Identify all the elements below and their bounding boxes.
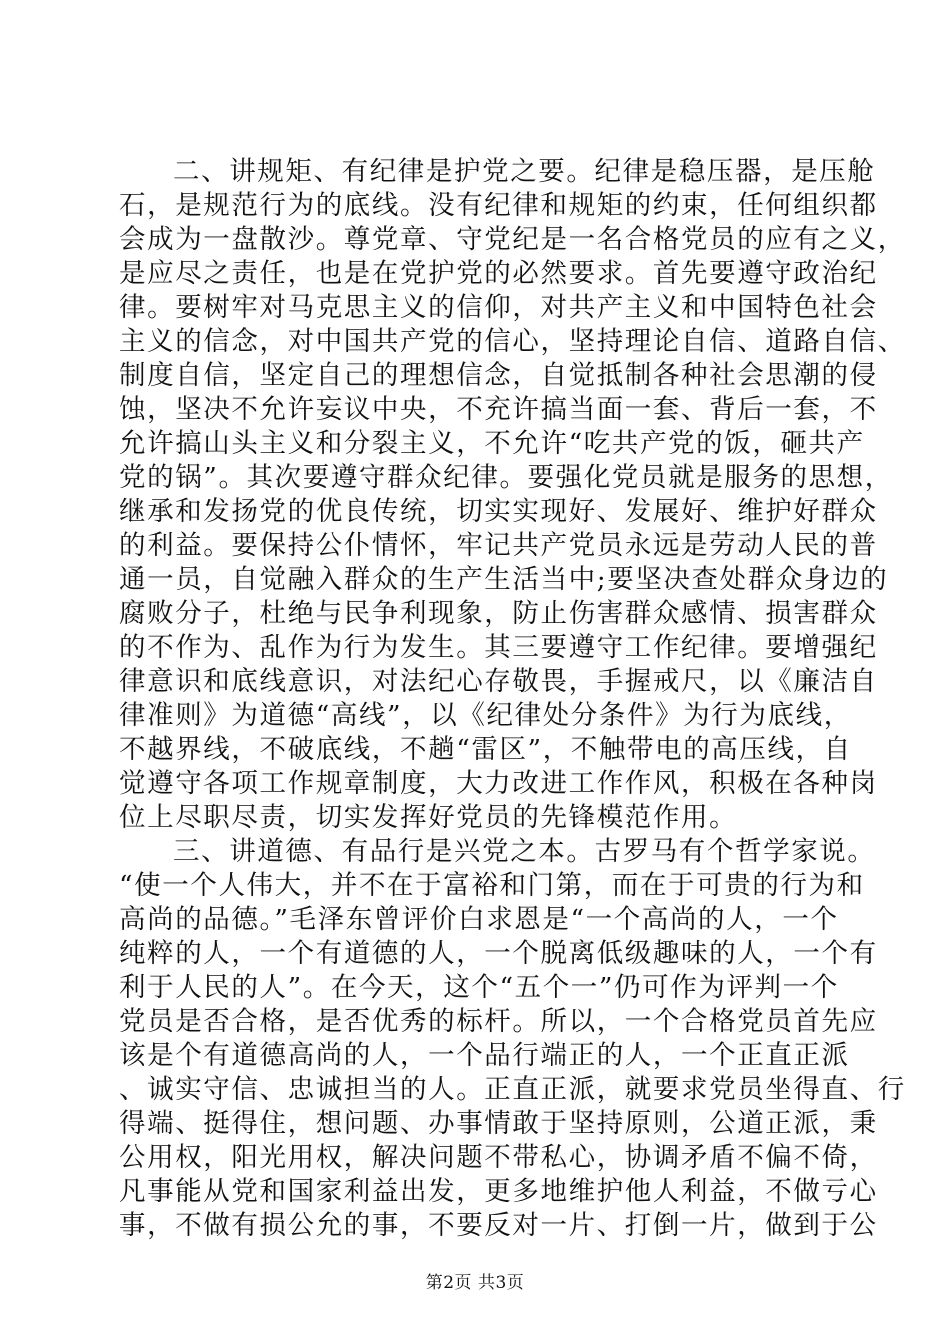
paragraph-3-line: 纯粹的人，一个有道德的人，一个脱离低级趣味的人，一个有 [119,938,878,969]
paragraph-2-line: 是应尽之责任，也是在党护党的必然要求。首先要遵守政治纪 [119,258,878,289]
paragraph-2-line: 律意识和底线意识，对法纪心存敬畏，手握戒尺，以《廉洁自 [119,666,878,697]
paragraph-2-line: 不越界线，不破底线，不趟“雷区”，不触带电的高压线，自 [119,734,852,765]
paragraph-2-line: 的利益。要保持公仆情怀，牢记共产党员永远是劳动人民的普 [119,530,878,561]
paragraph-2-line: 石，是规范行为的底线。没有纪律和规矩的约束，任何组织都 [119,190,878,221]
paragraph-3-line: 利于人民的人”。在今天，这个“五个一”仍可作为评判一个 [119,972,839,1003]
paragraph-2-line: 蚀，坚决不允许妄议中央，不充许搞当面一套、背后一套，不 [119,394,878,425]
paragraph-2-line: 会成为一盘散沙。尊党章、守党纪是一名合格党员的应有之义， [119,224,906,255]
paragraph-3-line: 事，不做有损公允的事，不要反对一片、打倒一片，做到于公 [119,1210,878,1241]
paragraph-3-line: “使一个人伟大，并不在于富裕和门第，而在于可贵的行为和 [119,870,865,901]
paragraph-3-line: 党员是否合格，是否优秀的标杆。所以，一个合格党员首先应 [119,1006,878,1037]
paragraph-2-line: 继承和发扬党的优良传统，切实实现好、发展好、维护好群众 [119,496,878,527]
paragraph-2-line: 觉遵守各项工作规章制度，大力改进工作作风，积极在各种岗 [119,768,878,799]
paragraph-3-line: 高尚的品德。”毛泽东曾评价白求恩是“一个高尚的人，一个 [119,904,839,935]
paragraph-2-line: 通一员，自觉融入群众的生产生活当中;要坚决查处群众身边的 [119,564,889,595]
document-body [119,155,906,1243]
paragraph-2-line: 制度自信，坚定自己的理想信念，自觉抵制各种社会思潮的侵 [119,360,878,391]
paragraph-2-line: 律准则》为道德“高线”，以《纪律处分条件》为行为底线， [119,700,852,731]
paragraph-2-line: 律。要树牢对马克思主义的信仰，对共产主义和中国特色社会 [119,292,878,323]
paragraph-3-line: 该是个有道德高尚的人，一个品行端正的人，一个正直正派 [119,1040,850,1071]
paragraph-2-line: 允许搞山头主义和分裂主义，不允许“吃共产党的饭，砸共产 [119,428,865,459]
paragraph-2-line: 二、讲规矩、有纪律是护党之要。纪律是稳压器，是压舱 [173,156,876,187]
paragraph-3-line: 、诚实守信、忠诚担当的人。正直正派，就要求党员坐得直、行 [119,1074,906,1105]
page-number-footer: 第2页 共3页 [425,1273,525,1293]
paragraph-3-line: 公用权，阳光用权，解决问题不带私心，协调矛盾不偏不倚， [119,1142,878,1173]
paragraph-2-line: 位上尽职尽责，切实发挥好党员的先锋模范作用。 [119,802,738,833]
paragraph-3-line: 得端、挺得住，想问题、办事情敢于坚持原则，公道正派，秉 [119,1108,878,1139]
paragraph-3-line: 凡事能从党和国家利益出发，更多地维护他人利益，不做亏心 [119,1176,878,1207]
paragraph-2-line: 主义的信念，对中国共产党的信心，坚持理论自信、道路自信、 [119,326,906,357]
paragraph-2-line: 党的锅”。其次要遵守群众纪律。要强化党员就是服务的思想， [119,462,893,493]
paragraph-2-line: 的不作为、乱作为行为发生。其三要遵守工作纪律。要增强纪 [119,632,878,663]
paragraph-3-line: 三、讲道德、有品行是兴党之本。古罗马有个哲学家说。 [173,836,876,867]
paragraph-2-line: 腐败分子，杜绝与民争利现象，防止伤害群众感情、损害群众 [119,598,878,629]
